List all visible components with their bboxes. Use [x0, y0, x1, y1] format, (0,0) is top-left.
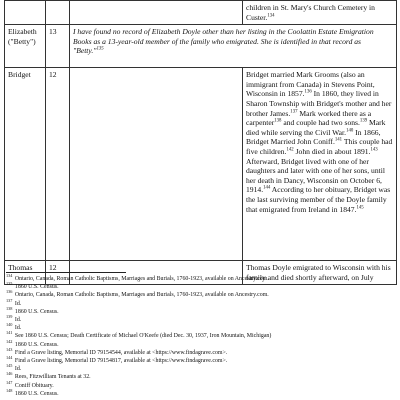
footnote-text: 1860 U.S. Census. [13, 390, 59, 397]
footnote-text: Rees, Fitzwilliam Tenants at 32. [13, 374, 91, 381]
footnote-text: Coniff Obituary. [13, 382, 54, 389]
notes-paragraph [246, 70, 392, 213]
footnote-item [6, 387, 394, 398]
table-row [5, 25, 397, 68]
footnote-number: 145 [6, 363, 13, 369]
footnote-text: Id. [13, 325, 22, 332]
notes-text: children in St. Mary's Church Cemetery in Custer. [246, 3, 375, 22]
footnote-number: 146 [6, 371, 13, 377]
footnote-item [6, 332, 394, 340]
footnote-item [6, 365, 394, 373]
age-value: 13 [49, 27, 57, 37]
footnote-item [6, 324, 394, 332]
notes-text-segment: In 1866, Bridget Married John Coniff. [246, 127, 381, 147]
footnote-number: 141 [6, 330, 13, 336]
footnote-ref: 138 [274, 118, 282, 124]
age-cell [46, 1, 70, 25]
footnote-number: 143 [6, 346, 13, 352]
footnote-ref: 139 [359, 118, 368, 124]
name-value: Thomas [8, 263, 33, 273]
footnote-text: Find a Grave listing, Memorial ID 79154817, available at <https://www.findagrave.com>. [13, 358, 228, 365]
footnote-number: 147 [6, 379, 13, 385]
empty-cell [70, 68, 243, 261]
footnote-item [6, 357, 394, 365]
name-cell [5, 68, 46, 261]
footnote-item [6, 275, 394, 283]
footnote-text: See 1860 U.S. Census; Death Certificate of Michael O'Keefe (died Dec. 30, 1937, Iron Mountain, Michigan) [13, 333, 272, 340]
footnote-item [6, 346, 394, 357]
notes-cell [243, 68, 397, 261]
notes-cell [243, 1, 397, 25]
notes-text-segment: and couple had two sons. [281, 118, 360, 128]
footnote-item [6, 338, 394, 349]
table-row [5, 1, 397, 25]
footnote-number: 139 [6, 314, 13, 320]
footnote-item [6, 283, 394, 291]
notes-text-segment: This couple had five children. [246, 137, 393, 156]
footnote-text: Ontario, Canada, Roman Catholic Baptisms, Marriages and Burials, 1760-1923, available on Ancestry.com. [13, 276, 269, 282]
footnote-number: 136 [6, 289, 13, 295]
footnote-text: Id. [13, 366, 22, 373]
notes-text: Thomas Doyle emigrated to Wisconsin with his family and died shortly afterward, on July [246, 263, 391, 282]
footnote-ref: 136 [304, 89, 312, 95]
footnote-number: 138 [6, 305, 13, 311]
footnote-ref: 140 [346, 128, 354, 134]
notes-text-segment: Mark died while serving the Civil War. [246, 118, 386, 137]
name-cell [5, 25, 46, 68]
footnote-ref: 141 [334, 137, 343, 143]
name-value: Bridget [8, 70, 31, 80]
footnote-item [6, 305, 394, 316]
name-line: Elizabeth [8, 27, 37, 37]
footnote-ref: 142 [286, 147, 294, 153]
footnote-text: 1860 U.S. Census. [13, 284, 59, 291]
footnote-text: 1860 U.S. Census. [13, 341, 59, 348]
footnote-item [6, 373, 394, 381]
footnotes-list [6, 275, 394, 398]
notes-text-segment: Bridget married Mark Grooms (also an immigrant from Canada) in Stevens Point, Wisconsin in 1857. [246, 70, 375, 99]
notes-text-segment: John died in about 1891. [293, 146, 371, 156]
notes-text-segment: According to her obituary, Bridget was the last surviving member of the Doyle family that emigrated from Ireland in 1847. [246, 185, 391, 214]
empty-cell [70, 1, 243, 25]
notes-text-segment: Mark worked there as a carpenter [246, 108, 372, 128]
footnote-text: 1860 U.S. Census. [13, 308, 59, 315]
table-row [5, 68, 397, 261]
footnote-text: Find a Grave listing, Memorial ID 79154544, available at <https://www.findagrave.com>. [13, 349, 228, 356]
footnote-text: Id. [13, 317, 22, 324]
notes-text: I have found no record of Elizabeth Doyle other than her listing in the Coolattin Estate Emigration Books as a 13-year-old member of the family who emigrated. She is identified in that record as "Betty." [73, 27, 374, 56]
footnote-item [6, 316, 394, 324]
age-value: 12 [49, 263, 57, 273]
footnote-ref: 137 [290, 109, 298, 115]
notes-text-segment: Afterward, Bridget lived with one of her daughters and later with one of her sons, until her death in Dancy, Wisconsin on October 6, 1914. [246, 156, 385, 195]
footnote-ref: 145 [356, 204, 364, 210]
footnote-item [6, 297, 394, 308]
notes-text-segment: In 1860, they lived in Sharon Township with Bridget's mother and her brother James. [246, 89, 392, 118]
age-cell [46, 68, 70, 261]
footnote-text: Ontario, Canada, Roman Catholic Baptisms, Marriages and Burials, 1760-1923, available on Ancestry.com. [13, 292, 269, 299]
footnote-item [6, 379, 394, 390]
footnote-ref: 135 [96, 46, 104, 52]
footnote-number: 140 [6, 322, 13, 328]
footnote-ref: 134 [267, 13, 275, 19]
footnote-item [6, 291, 394, 299]
footnote-ref: 143 [370, 147, 378, 153]
footnote-number: 134 [6, 273, 13, 279]
footnote-number: 144 [6, 355, 13, 361]
footnote-number: 135 [6, 281, 13, 287]
notes-cell [70, 25, 397, 68]
footnote-number: 137 [6, 297, 13, 303]
age-cell [46, 25, 70, 68]
footnote-ref: 144 [263, 185, 271, 191]
age-value: 12 [49, 70, 57, 80]
name-cell [5, 1, 46, 25]
family-table [4, 0, 397, 285]
footnote-separator [6, 272, 126, 273]
nickname-line: ("Betty") [8, 36, 36, 46]
footnote-number: 148 [6, 387, 13, 393]
footnote-text: Id. [13, 300, 22, 307]
footnote-number: 142 [6, 338, 13, 344]
